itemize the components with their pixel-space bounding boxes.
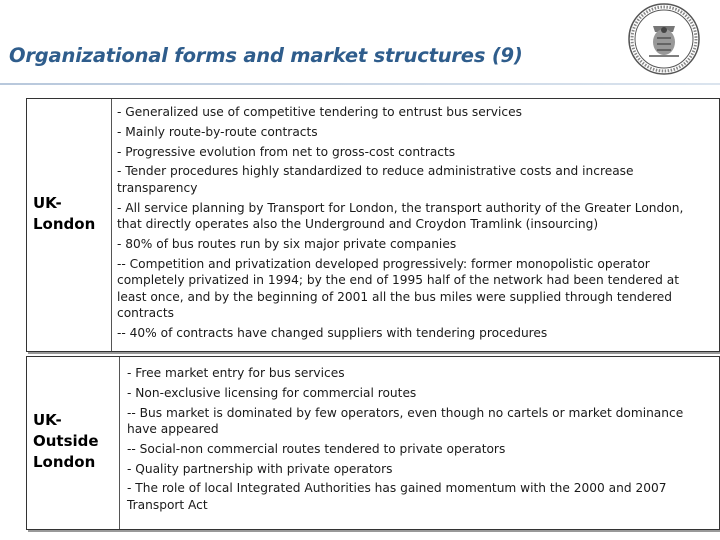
uk-london-section xyxy=(26,98,720,352)
uk-outside-london-section xyxy=(26,356,720,530)
section-label: UK- Outside London xyxy=(33,411,99,471)
section-label: UK- London xyxy=(33,194,96,233)
bullet-item: - Quality partnership with private operators xyxy=(127,461,393,476)
column-divider xyxy=(111,99,112,351)
bullet-item: - Tender procedures highly standardized to reduce administrative costs and increase transparency xyxy=(117,164,634,195)
bullet-item: -- Bus market is dominated by few operators, even though no cartels or market dominance have appeared xyxy=(127,405,684,437)
slide-title: Organizational forms and market structures (9) xyxy=(9,44,523,67)
bullet-item: - Generalized use of competitive tendering to entrust bus services xyxy=(117,105,522,119)
title-divider xyxy=(0,83,720,85)
bullet-item: -- 40% of contracts have changed suppliers with tendering procedures xyxy=(117,326,548,341)
bullet-list xyxy=(117,104,707,345)
bullet-item: - Non-exclusive licensing for commercial routes xyxy=(127,385,417,400)
bullet-item: - All service planning by Transport for London, the transport authority of the Greater London, that directly operates also the Underground and Croydon Tramlink (insourcing) xyxy=(117,200,684,232)
bullet-list xyxy=(127,365,687,517)
bullet-item: -- Competition and privatization developed progressively: former monopolistic operator completely privatized in 1994; by the end of 1995 half of the network had been tendered at least once, and by the beginning of 2001 all the bus miles were supplied through tendered contracts xyxy=(117,256,679,321)
bullet-item: - The role of local Integrated Authorities has gained momentum with the 2000 and 2007 Transport Act xyxy=(127,481,667,512)
column-divider xyxy=(119,357,120,529)
bullet-item: - 80% of bus routes run by six major private companies xyxy=(117,236,457,251)
bullet-item: - Progressive evolution from net to gross-cost contracts xyxy=(117,144,456,159)
bullet-item: - Mainly route-by-route contracts xyxy=(117,124,318,139)
bullet-item: - Free market entry for bus services xyxy=(127,366,345,380)
university-seal-icon xyxy=(627,2,701,76)
bullet-item: -- Social-non commercial routes tendered to private operators xyxy=(127,441,506,456)
